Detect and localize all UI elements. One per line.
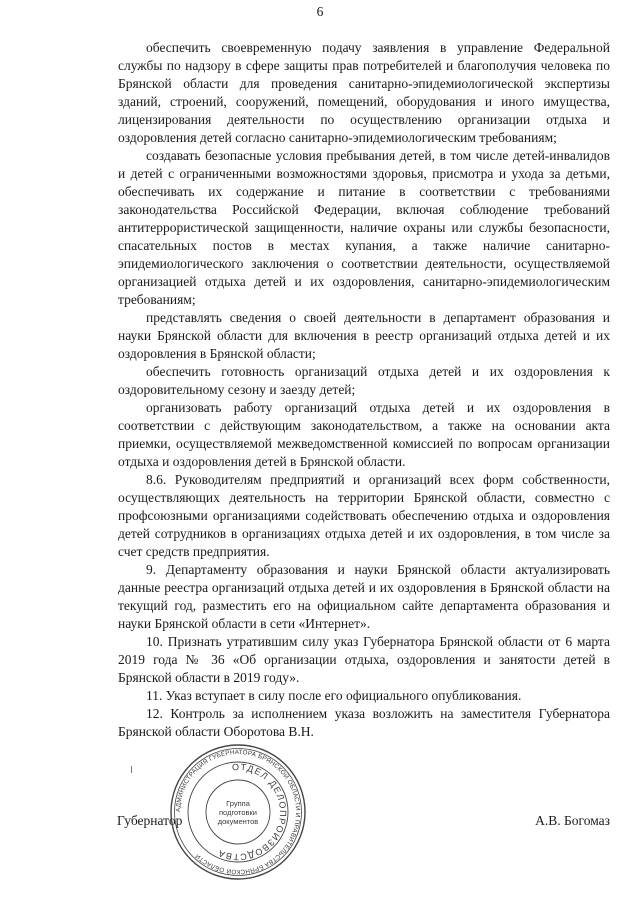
paragraph: обеспечить готовность организаций отдыха детей и их оздоровления к оздоровительному сезону и заезду детей; [118,364,610,397]
signer-position: Губернатор [117,813,183,828]
stamp-seal-icon [168,742,308,882]
paragraph: создавать безопасные условия пребывания детей, в том числе детей-инвалидов и детей с ограниченными возможностями здоровья, присмотра и ухода за детьми, обеспечивать их содержание и питание в соответствии с требованиями законодательства Российской Федерации, включая соблюдение требований антитеррористической защищенности, наличие охраны или службы безопасности, спасательных постов в местах купания, а также наличие санитарно-эпидемиологического заключения о соответствии деятельности, осуществляемой организацией отдыха детей и их оздоровления, санитарно-эпидемиологическим требованиям; [118,148,610,307]
stamp-inner-text: ОТДЕЛ ДЕЛОПРОИЗВОДСТВА [215,761,289,863]
paragraph: 8.6. Руководителям предприятий и организаций всех форм собственности, осуществляющих деятельность на территории Брянской области, совместно с профсоюзными организациями содействовать обеспечению отдыха и оздоровления детей сотрудников в организациях отдыха детей и их оздоровления, в том числе за счет средств предприятия. [118,472,610,559]
paragraph: 12. Контроль за исполнением указа возложить на заместителя Губернатора Брянской области Оборотова В.Н. [118,706,610,739]
pen-mark [131,766,132,773]
signer-name: А.В. Богомаз [535,813,610,828]
paragraph: обеспечить своевременную подачу заявления в управление Федеральной службы по надзору в сфере защиты прав потребителей и благополучия человека по Брянской области для проведения санитарно-эпидемиологической экспертизы зданий, строений, сооружений, помещений, оборудования и иного имущества, лицензирования деятельности по осуществлению организации отдыха и оздоровления детей согласно санитарно-эпидемиологическим требованиям; [118,40,610,145]
paragraph: 11. Указ вступает в силу после его официального опубликования. [146,688,522,703]
page-number: 6 [316,4,324,19]
stamp-center-line: документов [217,817,259,826]
paragraph: 9. Департаменту образования и науки Брянской области актуализировать данные реестра организаций отдыха детей и их оздоровления в Брянской области на текущий год, разместить его на официальном сайте департамента образования и науки Брянской области в сети «Интернет». [118,562,610,631]
official-stamp [168,742,308,882]
paragraph: организовать работу организаций отдыха детей и их оздоровления в соответствии с действующим законодательством, а также на основании акта приемки, осуществляемой межведомственной комиссией по вопросам организации отдыха и оздоровления детей в Брянской области. [118,400,610,469]
stamp-outer-text: АДМИНИСТРАЦИЯ ГУБЕРНАТОРА БРЯНСКОЙ ОБЛАСТИ И ПРАВИТЕЛЬСТВА БРЯНСКОЙ ОБЛАСТИ [174,748,302,876]
paragraph: 10. Признать утратившим силу указ Губернатора Брянской области от 6 марта 2019 года № 36 «Об организации отдыха, оздоровления и занятости детей в Брянской области в 2019 году». [118,634,610,685]
stamp-center-line: подготовки [219,808,257,817]
document-body [118,39,610,741]
paragraph: представлять сведения о своей деятельности в департамент образования и науки Брянской области для включения в реестр организаций отдыха детей и их оздоровления в Брянской области; [118,310,610,361]
stamp-center-line: Группа [226,799,250,808]
